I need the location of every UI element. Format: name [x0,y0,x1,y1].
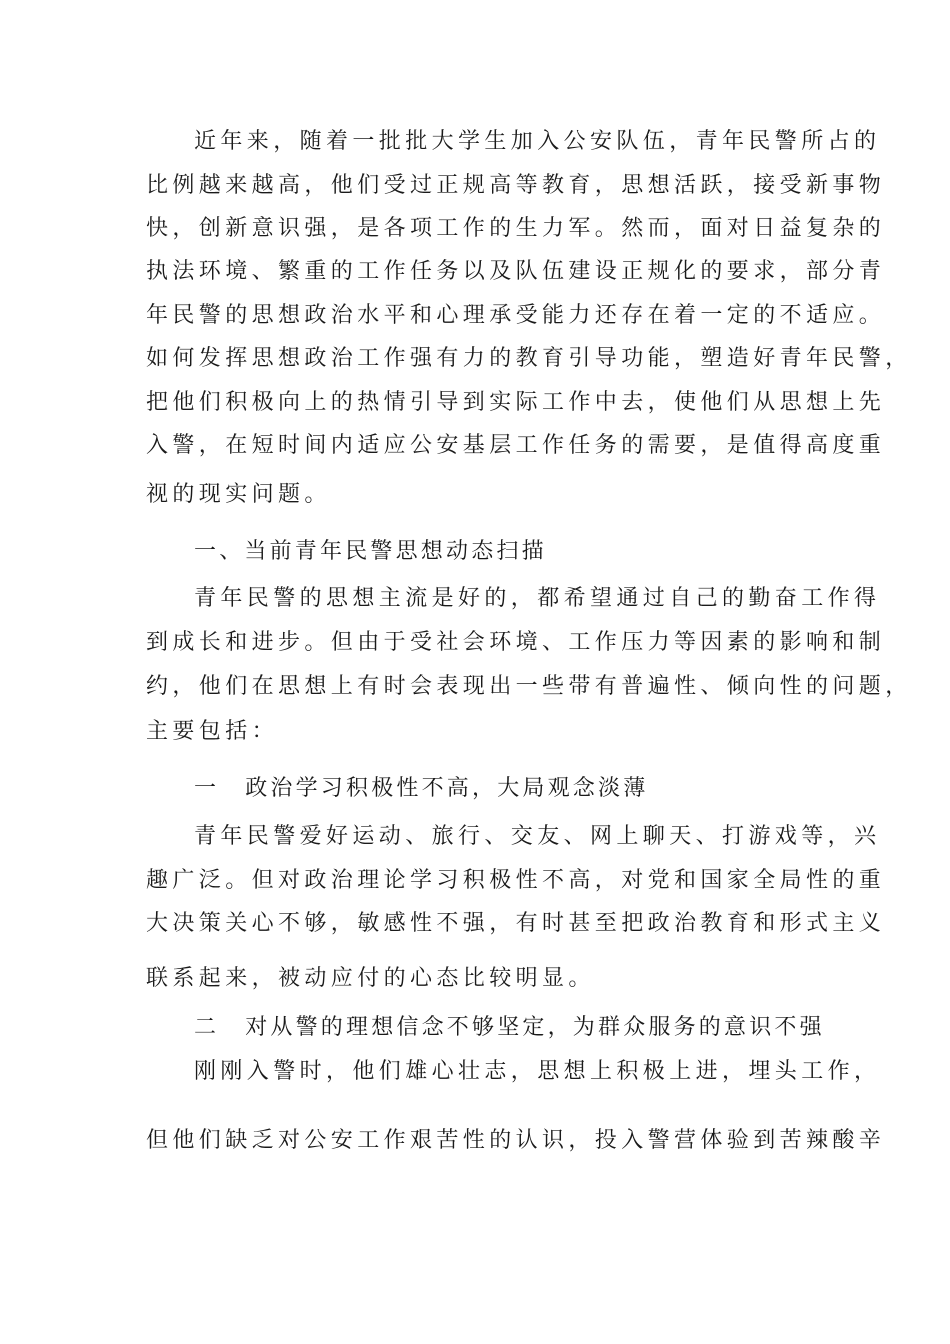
section-1-line-3: 约，他们在思想上有时会表现出一些带有普遍性、倾向性的问题， [146,674,912,699]
intro-line-4: 执法环境、繁重的工作任务以及队伍建设正规化的要求，部分青 [146,259,886,284]
item-2-title: 对从警的理想信念不够坚定，为群众服务的意识不强 [245,1015,825,1040]
item-2-number: 二 [194,1015,220,1040]
intro-line-7: 把他们积极向上的热情引导到实际工作中去，使他们从思想上先 [146,390,886,415]
section-1-title: 一、当前青年民警思想动态扫描 [194,539,547,564]
item-2-line-1: 刚刚入警时，他们雄心壮志，思想上积极上进，埋头工作， [194,1059,881,1084]
item-1-line-3: 大决策关心不够，敏感性不强，有时甚至把政治教育和形式主义 [146,911,886,936]
intro-line-3: 快，创新意识强，是各项工作的生力军。然而，面对日益复杂的 [146,216,886,241]
intro-line-2: 比例越来越高，他们受过正规高等教育，思想活跃，接受新事物 [146,173,886,198]
item-1-heading [194,774,648,804]
intro-line-1: 近年来，随着一批批大学生加入公安队伍，青年民警所占的 [194,129,881,154]
section-1-line-1: 青年民警的思想主流是好的，都希望通过自己的勤奋工作得 [194,586,881,611]
item-2-line-2: 但他们缺乏对公安工作艰苦性的认识，投入警营体验到苦辣酸辛 [146,1128,886,1153]
intro-line-6: 如何发挥思想政治工作强有力的教育引导功能，塑造好青年民警， [146,346,912,371]
intro-line-9: 视的现实问题。 [146,482,331,507]
item-1-line-2: 趣广泛。但对政治理论学习积极性不高，对党和国家全局性的重 [146,868,886,893]
item-2-heading [194,1013,825,1043]
intro-line-8: 入警，在短时间内适应公安基层工作任务的需要，是值得高度重 [146,433,886,458]
section-1-line-4: 主要包括： [146,719,279,744]
section-1-line-2: 到成长和进步。但由于受社会环境、工作压力等因素的影响和制 [146,630,886,655]
item-1-line-4: 联系起来，被动应付的心态比较明显。 [146,966,595,991]
item-1-line-1: 青年民警爱好运动、旅行、交友、网上聊天、打游戏等，兴 [194,824,881,849]
intro-line-5: 年民警的思想政治水平和心理承受能力还存在着一定的不适应。 [146,303,886,328]
item-1-title: 政治学习积极性不高，大局观念淡薄 [245,776,649,801]
item-1-number: 一 [194,776,220,801]
